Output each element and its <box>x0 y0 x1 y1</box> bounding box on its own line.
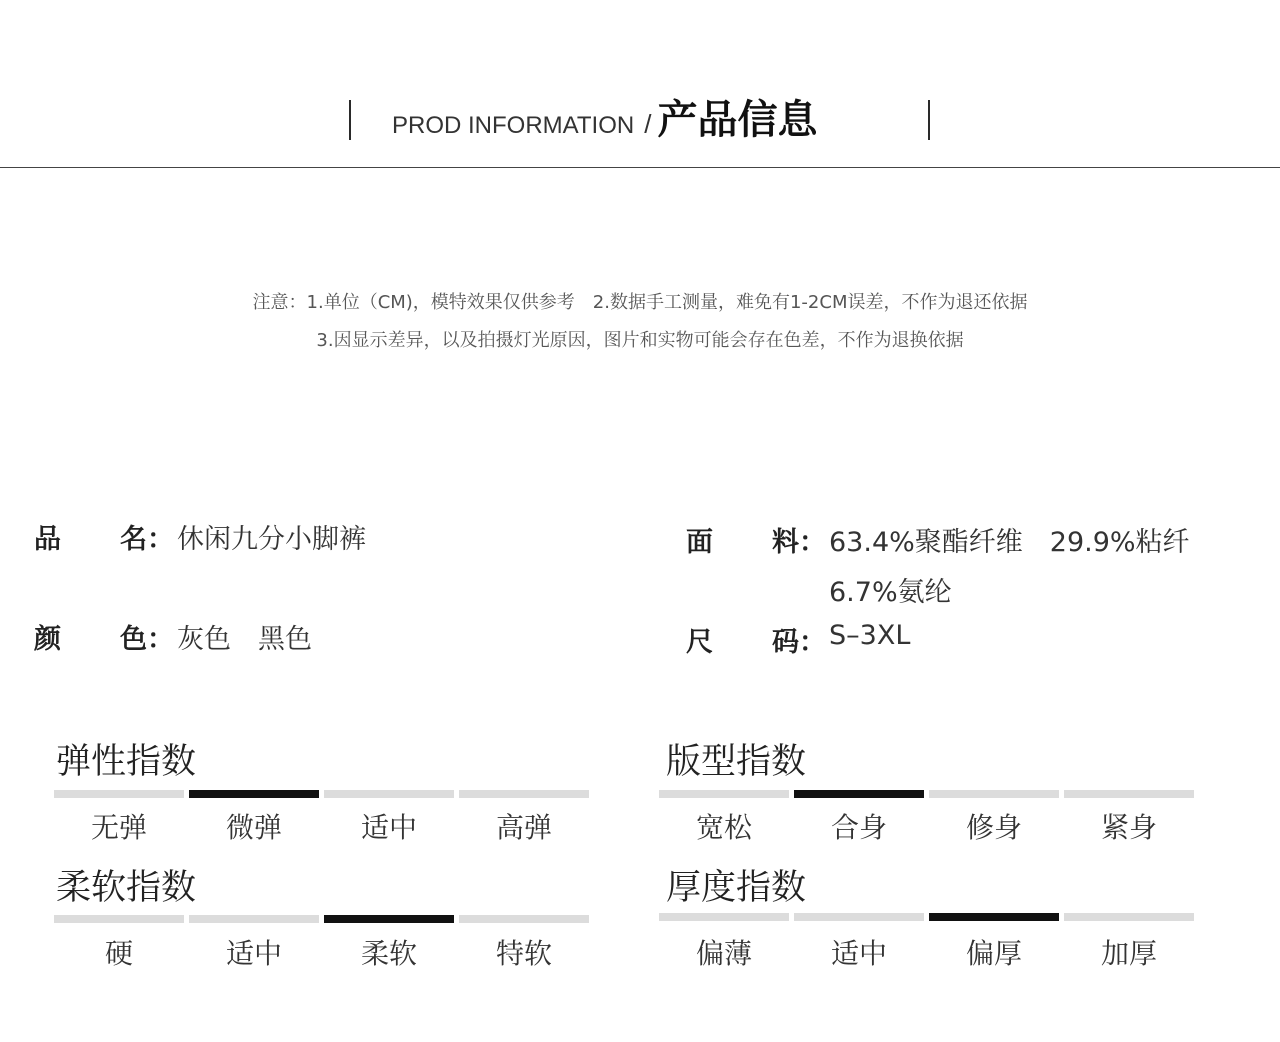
softness-scale-label: 硬 <box>104 937 133 970</box>
elasticity-index-title: 弹性指数 <box>56 742 197 782</box>
thickness-scale-label: 偏厚 <box>965 937 1022 970</box>
material-label-char: 面 <box>686 527 713 558</box>
fit-scale-label: 修身 <box>965 811 1022 844</box>
elasticity-scale-segment-selected <box>189 790 319 798</box>
page-title-english: PROD INFORMATION <box>392 112 635 139</box>
fit-index-title: 版型指数 <box>666 742 807 782</box>
softness-scale-label: 适中 <box>225 937 282 970</box>
product-name-label-char: 名： <box>120 524 174 555</box>
material-value-line2: 6.7%氨纶 <box>829 577 952 608</box>
elasticity-scale-segment <box>54 790 184 798</box>
softness-scale-segment <box>459 915 589 923</box>
size-label-char: 码： <box>772 627 826 658</box>
elasticity-scale-label: 高弹 <box>495 811 552 844</box>
elasticity-scale-label: 微弹 <box>225 811 282 844</box>
thickness-index-title: 厚度指数 <box>666 868 807 908</box>
header-divider <box>0 167 1280 168</box>
softness-scale-segment-selected <box>324 915 454 923</box>
softness-scale-label: 特软 <box>495 937 552 970</box>
thickness-scale-segment-selected <box>929 913 1059 921</box>
thickness-scale-label: 偏薄 <box>695 937 752 970</box>
thickness-scale-segment <box>1064 913 1194 921</box>
thickness-scale-label: 适中 <box>830 937 887 970</box>
fit-scale-segment <box>659 790 789 798</box>
color-label-char: 色： <box>120 624 174 655</box>
material-label-char: 料： <box>772 527 826 558</box>
elasticity-scale-segment <box>324 790 454 798</box>
fit-scale-label: 宽松 <box>695 811 752 844</box>
color-label-char: 颜 <box>34 624 61 655</box>
fit-scale-segment <box>929 790 1059 798</box>
thickness-scale-label: 加厚 <box>1100 937 1157 970</box>
softness-scale-segment <box>189 915 319 923</box>
product-name-value: 休闲九分小脚裤 <box>177 524 366 555</box>
material-value-line1: 63.4%聚酯纤维 29.9%粘纤 <box>829 527 1190 558</box>
elasticity-scale-segment <box>459 790 589 798</box>
page-title <box>392 96 817 152</box>
thickness-scale-segment <box>794 913 924 921</box>
header-right-bar <box>928 100 930 140</box>
page-title-chinese: 产品信息 <box>657 97 818 143</box>
fit-scale-label: 合身 <box>830 811 887 844</box>
color-value: 灰色 黑色 <box>177 624 312 655</box>
elasticity-scale-label: 无弹 <box>90 811 147 844</box>
size-value: S–3XL <box>829 620 911 651</box>
header-left-bar <box>349 100 351 140</box>
softness-scale-segment <box>54 915 184 923</box>
fit-scale-label: 紧身 <box>1100 811 1157 844</box>
softness-index-title: 柔软指数 <box>56 868 197 908</box>
note-line-1: 注意：1.单位（CM)，模特效果仅供参考 2.数据手工测量，难免有1-2CM误差，不作为退还依据 <box>252 292 1028 313</box>
fit-scale-segment <box>1064 790 1194 798</box>
elasticity-scale-label: 适中 <box>360 811 417 844</box>
thickness-scale-segment <box>659 913 789 921</box>
product-name-label-char: 品 <box>34 524 61 555</box>
page-title-separator: / <box>644 109 652 139</box>
note-line-2: 3.因显示差异，以及拍摄灯光原因，图片和实物可能会存在色差，不作为退换依据 <box>316 330 964 351</box>
fit-scale-segment-selected <box>794 790 924 798</box>
size-label-char: 尺 <box>686 627 713 658</box>
softness-scale-label: 柔软 <box>360 937 417 970</box>
